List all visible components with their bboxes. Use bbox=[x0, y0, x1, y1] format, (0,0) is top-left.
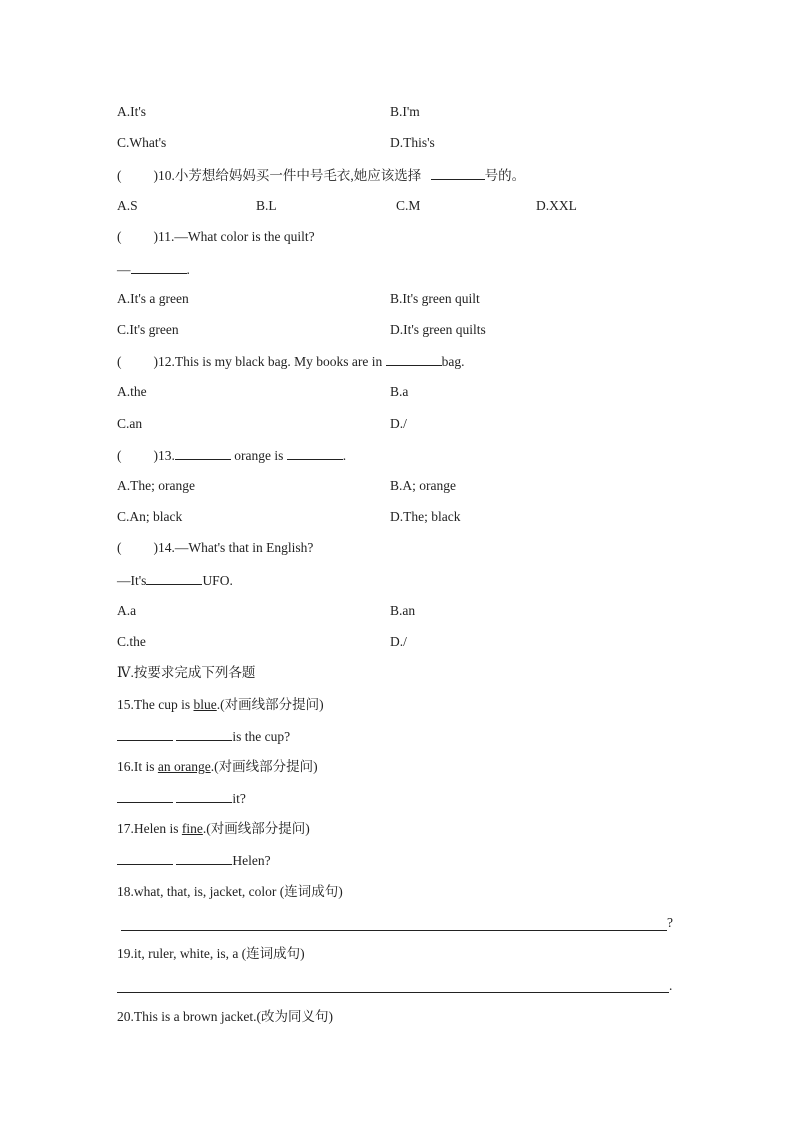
answer-blank[interactable] bbox=[176, 850, 232, 865]
q10-option-c: C.M bbox=[396, 198, 421, 213]
answer-paren-open: ( bbox=[117, 354, 122, 369]
answer-paren-close: ) bbox=[153, 229, 158, 244]
q13-option-d: D.The; black bbox=[390, 509, 461, 524]
q15-stem-text: 15.The cup is bbox=[117, 697, 191, 712]
answer-paren-open: ( bbox=[117, 540, 122, 555]
q10-stem-end: 号的。 bbox=[484, 168, 526, 183]
answer-blank[interactable] bbox=[117, 850, 173, 865]
answer-paren-open: ( bbox=[117, 448, 122, 463]
answer-blank[interactable] bbox=[131, 259, 187, 274]
q14-option-a: A.a bbox=[117, 603, 137, 618]
q12-option-c: C.an bbox=[117, 416, 143, 431]
q13-stem-mid: orange is bbox=[234, 448, 284, 463]
answer-post: is the cup? bbox=[232, 729, 291, 744]
q10-stem bbox=[117, 165, 525, 185]
q11-option-c: C.It's green bbox=[117, 322, 179, 337]
q12-option-a: A.the bbox=[117, 384, 147, 399]
q14-answer-line bbox=[117, 570, 233, 590]
q14-option-b: B.an bbox=[390, 603, 416, 618]
q9-option-a: A.It's bbox=[117, 104, 147, 119]
answer-paren-open: ( bbox=[117, 168, 122, 183]
answer-blank[interactable] bbox=[431, 165, 485, 180]
q10-option-d: D.XXL bbox=[536, 198, 577, 213]
period: . bbox=[186, 262, 190, 277]
answer-paren-close: ) bbox=[153, 354, 158, 369]
q20-stem: 20.This is a brown jacket.(改为同义句) bbox=[117, 1009, 333, 1024]
underlined-word: fine bbox=[181, 821, 203, 836]
q12-stem-end: bag. bbox=[441, 354, 465, 369]
q14-option-d: D./ bbox=[390, 634, 407, 649]
q11-option-a: A.It's a green bbox=[117, 291, 189, 306]
question-mark: ? bbox=[667, 915, 673, 930]
q16-answer-line bbox=[117, 788, 246, 808]
answer-blank[interactable] bbox=[176, 726, 232, 741]
q15-stem bbox=[117, 695, 324, 715]
q13-option-b: B.A; orange bbox=[390, 478, 456, 493]
answer-paren-close: ) bbox=[153, 540, 158, 555]
q14-stem bbox=[117, 538, 313, 558]
answer-blank[interactable] bbox=[117, 726, 173, 741]
q9-option-d: D.This's bbox=[390, 135, 435, 150]
q12-option-b: B.a bbox=[390, 384, 409, 399]
q11-stem-text: 11.—What color is the quilt? bbox=[158, 229, 315, 244]
answer-post: Helen? bbox=[232, 853, 271, 868]
answer-line[interactable] bbox=[117, 991, 669, 993]
q14-stem-text: 14.—What's that in English? bbox=[158, 540, 314, 555]
answer-blank[interactable] bbox=[386, 351, 442, 366]
period: . bbox=[342, 448, 347, 463]
answer-blank[interactable] bbox=[287, 445, 343, 460]
q16-stem bbox=[117, 757, 318, 777]
q17-answer-line bbox=[117, 850, 271, 870]
q11-stem bbox=[117, 227, 315, 247]
section-title: Ⅳ.按要求完成下列各题 bbox=[117, 665, 256, 680]
q11-answer-line bbox=[117, 259, 190, 279]
q10-option-a: A.S bbox=[117, 198, 138, 213]
answer-post: UFO. bbox=[202, 573, 233, 588]
answer-pre: —It's bbox=[117, 573, 147, 588]
q14-option-c: C.the bbox=[117, 634, 146, 649]
instruction: .(对画线部分提问) bbox=[210, 759, 318, 774]
q12-stem-text: 12.This is my black bag. My books are in bbox=[158, 354, 383, 369]
q13-option-a: A.The; orange bbox=[117, 478, 195, 493]
answer-line[interactable] bbox=[121, 929, 667, 931]
instruction: .(对画线部分提问) bbox=[216, 697, 324, 712]
q13-stem-text: 13. bbox=[158, 448, 175, 463]
q19-stem: 19.it, ruler, white, is, a (连词成句) bbox=[117, 946, 305, 961]
q12-option-d: D./ bbox=[390, 416, 407, 431]
q17-stem-text: 17.Helen is bbox=[117, 821, 179, 836]
q16-stem-text: 16.It is bbox=[117, 759, 155, 774]
answer-blank[interactable] bbox=[117, 788, 173, 803]
q10-stem-text: 10.小芳想给妈妈买一件中号毛衣,她应该选择 bbox=[158, 168, 422, 183]
answer-blank[interactable] bbox=[175, 445, 231, 460]
period: . bbox=[669, 978, 673, 993]
answer-blank[interactable] bbox=[146, 570, 202, 585]
answer-post: it? bbox=[232, 791, 246, 806]
instruction: .(对画线部分提问) bbox=[202, 821, 310, 836]
q13-option-c: C.An; black bbox=[117, 509, 183, 524]
underlined-word: blue bbox=[193, 697, 217, 712]
underlined-word: an orange bbox=[157, 759, 211, 774]
q11-option-b: B.It's green quilt bbox=[390, 291, 480, 306]
answer-paren-open: ( bbox=[117, 229, 122, 244]
answer-blank[interactable] bbox=[176, 788, 232, 803]
q18-stem: 18.what, that, is, jacket, color (连词成句) bbox=[117, 884, 343, 899]
q13-stem bbox=[117, 445, 346, 465]
q12-stem bbox=[117, 351, 464, 371]
q9-option-c: C.What's bbox=[117, 135, 167, 150]
q9-option-b: B.I'm bbox=[390, 104, 420, 119]
answer-paren-close: ) bbox=[153, 448, 158, 463]
q10-option-b: B.L bbox=[256, 198, 277, 213]
dash: — bbox=[117, 262, 131, 277]
q17-stem bbox=[117, 819, 310, 839]
q11-option-d: D.It's green quilts bbox=[390, 322, 486, 337]
q15-answer-line bbox=[117, 726, 290, 746]
answer-paren-close: ) bbox=[153, 168, 158, 183]
